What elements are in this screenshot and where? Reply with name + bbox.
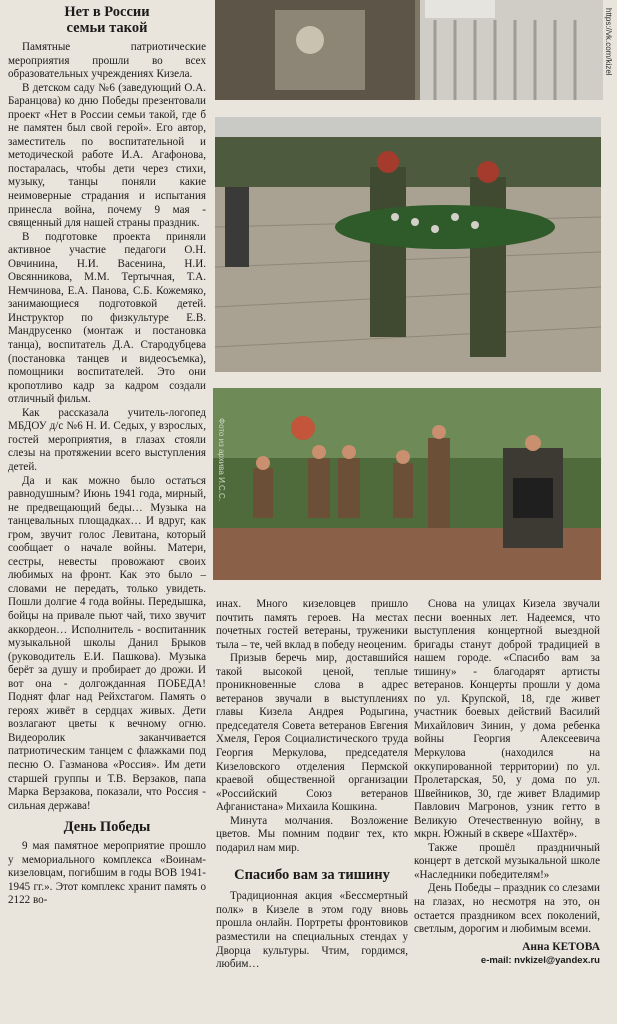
paragraph: Снова на улицах Кизела звучали песни военных лет. Надеемся, что выступления концертной выездной бригады станут доброй традицией в нашем городе. «Спасибо вам за тишину» - благодарят артисты ветеранов. Концерты прошли у дома по ул. Крупской, 18, где живет участник боевых действий Василий Михайлович Зинин, у дома ребенка войны Георгия Алексеевича Меркулова (находился на оккупированной территории) по ул. Пролетарская, 50, у дома по ул. Швейников, 30, где живет Владимир Павлович Магронов, узник гетто в Великую Отечественную войну, в мкрн. Южный в сквере «Шахтёр». [414,598,600,841]
paragraph: День Победы – праздник со слезами на глазах, но несмотря на это, он остается праздником всех поколений, светлым, дорогим и любимым всеми. [414,882,600,936]
article-title-den-pobedy: День Победы [63,819,151,836]
paragraph: инах. Много кизеловцев пришло почтить память героев. На местах почетных гостей ветераны, труженики тыла – те, чей вклад в победу неоценим. [216,598,408,651]
paragraph: Минута молчания. Возложение цветов. Мы помним подвиг тех, кто подарил нам мир. [216,814,408,854]
photo-wreath-image [215,117,601,372]
paragraph: В подготовке проекта приняли активное участие педагоги О.Н. Овчинина, Н.И. Васенина, Н.И. Овсянникова, М.М. Тертычная, Т.А. Немчинова, Е.А. Панова, С.Б. Кожемяко, занимающиеся подготовкой детей. Инструктор по физкультуре Е.В. Мандрусенко (монтаж и постановка танца), воспитатель Д.А. Стародубцева (постановка танцев и видеосъемка), помощники воспитателей. Это они кропотливо кадр за кадром создали отличный фильм. [8,230,206,406]
photo-credit: Фото из архива И.С.С. [217,418,226,502]
paragraph: Да и как можно было остаться равнодушным? Июнь 1941 года, мирный, не предвещающий беды… Музыка на танцевальных площадках… И вдруг, как гром, звучит голос Левитана, который сообщает о начале войны. Матери, сестры, невесты провожают своих любимых на фронт. Как это было – словами не передать, только увидеть. Пошли долгие 4 года войны. Передышка, бойцы на привале пьют чай, тихо звучит аккордеон… Исполнитель - воспитанник музыкальной школы Данил Брыков (руководитель Е.И. Пашкова). Музыка берёт за душу и пробирает до дрожи. И вот она - долгожданная ПОБЕДА! Поднят флаг над Рейхстагом. Память о героях живёт в сердцах живых. Дети возлагают цветы к вечному огню. Видеоролик заканчивается патриотическим танцем с флажками под песню О. Газманова «Россия». Им дети старшей группы и Т.В. Верзаков, папа Марка Верзакова, показали, что Россия - сильная держава! [8,474,206,812]
photo-top [215,0,603,100]
paragraph: Традиционная акция «Бессмертный полк» в Кизеле в этом году вновь прошла онлайн. Портреты фронтовиков разместили на специальных стендах у Дворца культуры. Чтим, гордимся, любим… [216,890,408,971]
paragraph: Памятные патриотические мероприятия прошли во всех образовательных учреждениях Кизела. [8,41,206,81]
photo-top-image [215,0,603,100]
photo-children-performance [213,388,601,580]
article-title-spasibo: Спасибо вам за тишину [234,867,390,884]
paragraph: Также прошёл праздничный концерт в детской музыкальной школе «Наследники победителям!» [414,841,600,881]
article-title-net-v-rossii: Нет в России семьи такой [64,4,150,36]
author-signature: Анна КЕТОВА [522,940,600,953]
article-column-3 [414,598,600,968]
article-column-2 [216,598,408,972]
paragraph: 9 мая памятное мероприятие прошло у мемориального комплекса «Воинам-кизеловцам, погибшим в годы ВОВ 1941-1945 гг.». Этот комплекс хранит память о 2122 во- [8,840,206,907]
article-column-1 [8,4,206,908]
photo-children-image [213,388,601,580]
paragraph: В детском саду №6 (заведующий О.А. Баранцова) ко дню Победы презентовали проект «Нет в России семьи такой, где б не памятен был свой герой». Его автор, заместитель по воспитательной и методической работе И.А. Агафонова, постаралась, чтобы дети через стихи, музыку, танцы поняли какие неимоверные страдания и испытания принесла война, почему 9 мая - священный для нашей страны праздник. [8,81,206,230]
photo-wreath-ceremony [215,117,601,372]
photo-source-url: https://vk.com/kizel [604,8,613,76]
paragraph: Как рассказала учитель-логопед МБДОУ д/с №6 Н. И. Седых, у взрослых, гостей мероприятия, в глазах стояли слезы на протяжении всего выступления детей. [8,406,206,473]
paragraph: Призыв беречь мир, доставшийся такой высокой ценой, теплые проникновенные слова в адрес ветеранов звучали в выступлениях главы Кизела Андрея Родыгина, председателя Совета ветеранов Евгения Хмеля, Героя Социалистического труда Георгия Меркулова, председателя Кизеловского отделения Пермской краевой общественной организации «Российский Союз ветеранов Афганистана» Михаила Кошкина. [216,652,408,814]
author-email: e-mail: nvkizel@yandex.ru [480,955,600,967]
